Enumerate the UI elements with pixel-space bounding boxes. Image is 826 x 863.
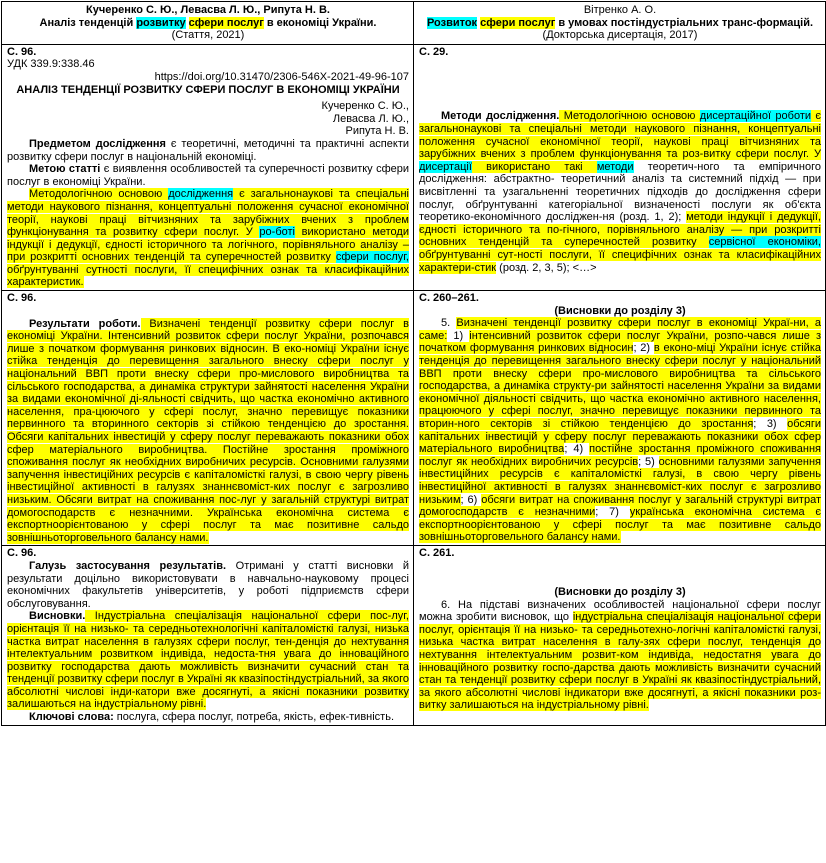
- author-3: Рипута Н. В.: [345, 125, 409, 138]
- spacer: [419, 84, 821, 110]
- right-source-meta: (Докторська дисертація, 2017): [542, 29, 698, 42]
- conclusions-paragraph: 6. На підставі визначених особливостей національної сфери послуг можна зробити висновок, що індустріальна спеціалізація національної сфери послуг, орієнтація її на низько- та середньотехно-логічні капіталомісткі галузі, низька частка витрат населення в галу-зях сфери послуг, тенденція до нехтування інтелектуальним розвит-ком індивіда, недостатня увага до інноваційного розвитку госпо-дарства дають можливість визначити сучасний стан та тенденції розвитку сфери послуг в Україні як квазіпостіндустріальний, за якого абсолютні числові індикатори вже досягнуті, а якісні показники роз-витку залишаються на індустріальному рівні.: [419, 598, 821, 712]
- row1-left-cell: [2, 44, 414, 290]
- results-paragraph: Результати роботи. Визначені тенденції розвитку сфери послуг в економіці України. Інтенсивний розвиток сфери послуг України, розпочався лише з початком формування ринкових відносин. В еко-номіці України існує стійка тенденція до перевищення загального внеску сфери послуг у національний ВВП проти внеску сфери про-мислового виробництва та сільського господарства, а динаміка структури зайнятості населення України за видами економічної ді-яльності свідчить, що частка економічно активного населення, пра-цюючого у сфері послуг, значно перевищує показники первинного та вторинного секторів зі стійкою тенденцією до зростання. Обсяги капітальних інвестицій у сферу послуг переважають показники обох сфер матеріального виробництва. Постійне зростання проміжного споживання послуг як необхідних виробничих ресурсів. Основними галузями запучення інвестиційних ресурсів є капіталомісткі галузі, в свою чергу рівень інвестиційної активності в галузях знаннєвоміст-ких послуг є загрозливо низьким. Обсяги витрат на споживання пос-луг у загальній структурі витрат домогосподарств є незначними. Українська економічна система є експортноорієнтованою у сфері послуг та має позитивне сальдо зовнішньоторговельного балансу нами.: [7, 317, 409, 544]
- left-source-authors: Кучеренко С. Ю., Левасва Л. Ю., Рипута Н. В.: [86, 4, 330, 16]
- page-ref: С. 96.: [7, 547, 37, 560]
- author-1: Кучеренко С. Ю.,: [321, 100, 409, 113]
- page-ref: С. 260–261.: [419, 292, 479, 305]
- spacer: [419, 560, 821, 586]
- subject-paragraph: Предметом дослідження є теоретичні, методичні та практичні аспекти розвитку сфери послуг в національній економіці.: [7, 137, 410, 163]
- right-source-author: Вітренко А. О.: [583, 4, 657, 16]
- conclusions-paragraph: 5. Визначені тенденції розвитку сфери послуг в економіці Украї-ни, а саме: 1) інтенсивний розвиток сфери послуг України, розпо-чався лише з початком формування ринкових відносин; 2) в еконо-міці України існує стійка тенденція до перевищення загального внеску сфери послуг у національний ВВП проти внеску сфери про-мислового виробництва та сільського господарства, а динаміка структу-ри зайнятості населення України за видами економічної діяльності свідчить, що частка економічно активного населення, працюючого у сфері послуг, значно перевищує показники первинного та вторин-ного секторів зі стійкою тенденцією до зростання; 3) обсяги капітальних інвестицій у сферу послуг переважають показники обох сфер матеріального виробництва; 4) постійне зростання проміжного споживання послуг як необхідних виробничих ресурсів; 5) основними галузями запучення інвестиційних ресурсів є капіталомісткі галузі, в свою чергу рівень інвестиційної активності в галузях знаннєвоміст-ких послуг є загрозливо низьким; 6) обсяги витрат на споживання послуг у загальній структурі витрат домогосподарств є незначними; 7) українська економічна система є експортноорієнтованою у сфері послуг та має позитивне сальдо зовнішньоторговельного балансу нами.: [419, 317, 822, 544]
- article-title: АНАЛІЗ ТЕНДЕНЦІЇ РОЗВИТКУ СФЕРИ ПОСЛУГ В ЕКОНОМІЦІ УКРАЇНИ: [16, 83, 400, 96]
- row-conclusions: [2, 546, 826, 725]
- row1-right-cell: [414, 44, 826, 290]
- spacer: [419, 58, 821, 84]
- page-ref: С. 261.: [419, 547, 455, 560]
- comparison-table: [1, 1, 826, 726]
- header-left-cell: [2, 2, 414, 45]
- left-source-title: Аналіз тенденцій розвитку сфери послуг в економіці України.: [39, 16, 377, 29]
- header-right-cell: [414, 2, 826, 45]
- section-heading: (Висновки до розділу 3): [554, 585, 686, 598]
- row2-right-cell: [414, 291, 826, 546]
- methodology-paragraph: Методологічною основою дослідження є загальнонаукові та спеціальні методи наукового пізнання, концептуальні положення сучасної економічної теорії, наукові праці вітчизняних та зарубіжних вчених з проблем функціонування та розвитку сфери послуг. У ро-боті використано методи індукції і дедукції, єдності історичного та логічного, порівняльного аналізу – при розкритті основних тенденцій та суперечностей розвитку сфери послуг, обґрунтуванні сутності послуги, її специфічних ознак та класифікаційних характеристик.: [7, 188, 409, 289]
- row2-left-cell: [2, 291, 414, 546]
- page-ref: С. 96.: [7, 292, 37, 305]
- udk-code: УДК 339.9:338.46: [7, 58, 95, 71]
- row3-right-cell: [414, 546, 826, 725]
- left-source-meta: (Стаття, 2021): [171, 29, 245, 42]
- aim-paragraph: Метою статті є виявлення особливостей та суперечності розвитку сфери послуг в економіці України.: [7, 163, 409, 188]
- methods-paragraph: Методи дослідження. Методологічною основою дисертаційної роботи є загальнонаукові та спеціальні методи наукового пізнання, концептуальні положення сучасної економічної теорії, наукові праці вітчизняних та зарубіжних вчених з проблем функціонування та роз-витку сфери послуг. У дисертації використано такі методи теоретич-ного та емпіричного дослідження: абстрактно- теоретичний аналіз та системний підхід — при висвітленні та узагальненні теоретичних підходів до дослідження сфери послуг, обґрунтуванні категоріальної визначеності послуги як об'єкта теоретико-економічного досліджен-ня (розд. 1, 2); методи індукції і дедукції, єдності історичного та по-гічного, порівняльного аналізу — при розкритті основних тенденцій та суперечностей розвитку сервісної економіки, обґрунтуванні сут-ності послуги, її специфічних ознак та класифікаційних характери-стик (розд. 2, 3, 5); <…>: [419, 110, 821, 274]
- row3-left-cell: [2, 546, 414, 725]
- conclusions-paragraph: Висновки. Індустріальна спеціалізація національної сфери пос-луг, орієнтація її на низько- та середньотехнологічні капіталомісткі галузі, низька частка витрат населення в галузях сфери послуг, тен-денція до нехтування інтелектуальним розвитком індивіда, недоста-тня увага до інноваційного розвитку господарства дають можливість визначити сучасний стан та тенденції розвитку сфери послуг в Україні як квазіпостіндустріальний, за якого абсолютні числові інди-катори вже досягнуті, а якісні показники розвитку залишаються на індустріальному рівні.: [7, 610, 409, 711]
- page-ref: С. 29.: [419, 45, 449, 58]
- keywords-paragraph: Ключові слова: послуга, сфера послуг, потреба, якість, ефек-тивність.: [29, 711, 395, 724]
- spacer: [7, 305, 409, 318]
- right-source-title: Розвиток сфери послуг в умовах постіндустріальних транс-формацій.: [426, 16, 814, 29]
- application-paragraph: Галузь застосування результатів. Отримані у статті висновки й результати доцільно використовувати в навчально-науковому процесі економічних факультетів університетів, у роботі підприємств сфери обслуговування.: [7, 559, 409, 610]
- doi-link[interactable]: https://doi.org/10.31470/2306-546X-2021-49-96-107: [154, 70, 409, 83]
- author-2: Левасва Л. Ю.,: [332, 112, 409, 125]
- section-heading: (Висновки до розділу 3): [554, 304, 686, 317]
- row-methods: [2, 44, 826, 290]
- row-results: [2, 291, 826, 546]
- header-row: [2, 2, 826, 45]
- page-ref: С. 96.: [7, 45, 37, 58]
